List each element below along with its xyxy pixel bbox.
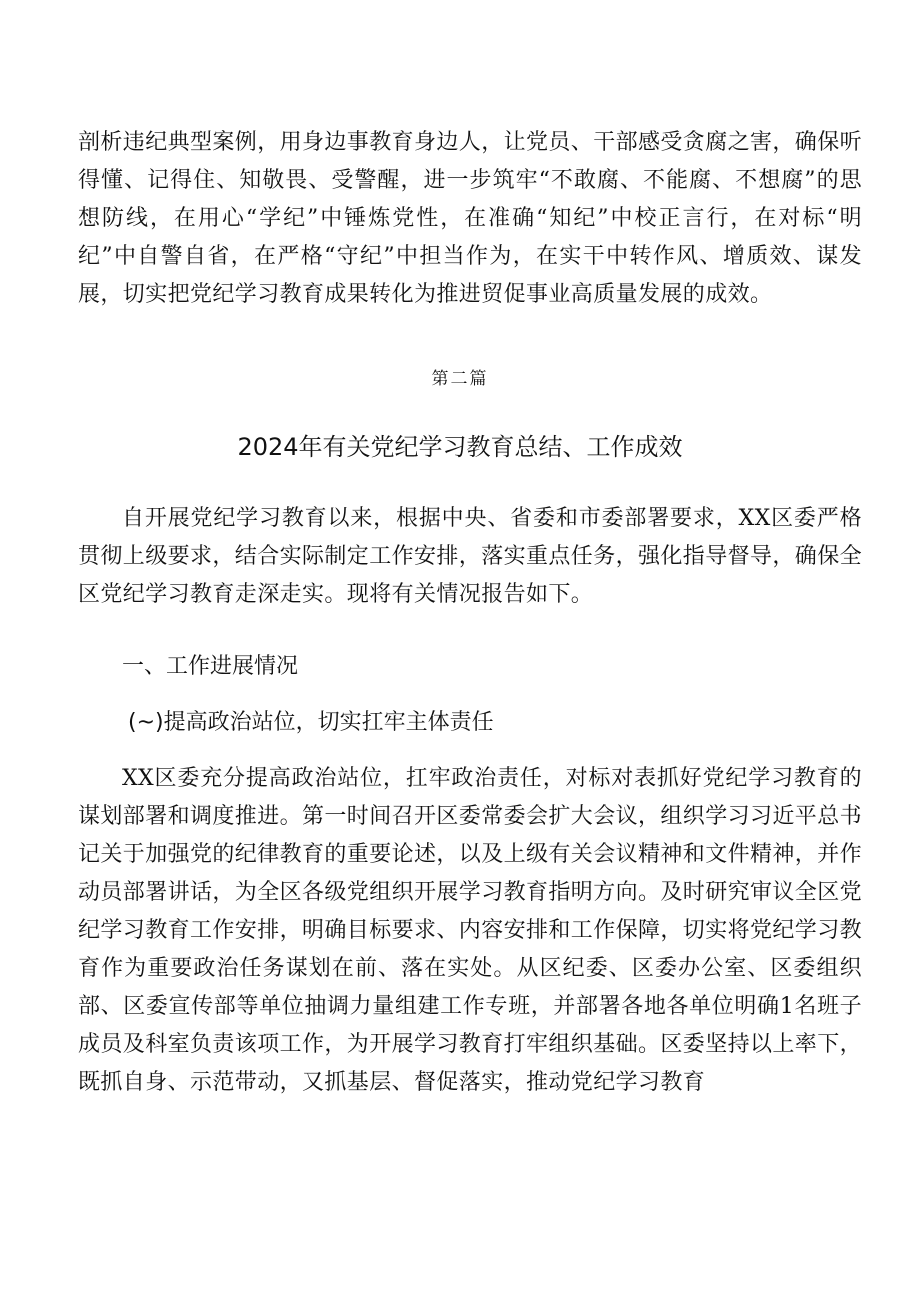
section-label: 第二篇: [431, 369, 489, 389]
document-title: 2024年有关党纪学习教育总结、工作成效: [237, 433, 683, 461]
opening-paragraph: 自开展党纪学习教育以来，根据中央、省委和市委部署要求，XX区委严格贯彻上级要求，结合实际制定工作安排，落实重点任务，强化指导督导，确保全区党纪学习教育走深走实。现将有关情况报告如下。: [78, 506, 863, 607]
intro-paragraph: 剖析违纪典型案例，用身边事教育身边人，让党员、干部感受贪腐之害，确保听得懂、记得住、知敬畏、受警醒，进一步筑牢“不敢腐、不能腐、不想腐”的思想防线，在用心“学纪”中锤炼党性，在准确“知纪”中校正言行，在对标“明纪”中自警自省，在严格“守纪”中担当作为，在实干中转作风、增质效、谋发展，切实把党纪学习教育成果转化为推进贸促事业高质量发展的成效。: [78, 130, 863, 307]
body-paragraph: XX区委充分提高政治站位，扛牢政治责任，对标对表抓好党纪学习教育的谋划部署和调度推进。第一时间召开区委常委会扩大会议，组织学习习近平总书记关于加强党的纪律教育的重要论述，以及上级有关会议精神和文件精神，并作动员部署讲话，为全区各级党组织开展学习教育指明方向。及时研究审议全区党纪学习教育工作安排，明确目标要求、内容安排和工作保障，切实将党纪学习教育作为重要政治任务谋划在前、落在实处。从区纪委、区委办公室、区委组织部、区委宣传部等单位抽调力量组建工作专班，并部署各地各单位明确1名班子成员及科室负责该项工作，为开展学习教育打牢组织基础。区委坚持以上率下，既抓自身、示范带动，又抓基层、督促落实，推动党纪学习教育: [78, 766, 863, 1095]
subsection-heading: (~)提高政治站位，切实扛牢主体责任: [128, 710, 494, 735]
section-heading: 一、工作进展情况: [122, 654, 299, 679]
